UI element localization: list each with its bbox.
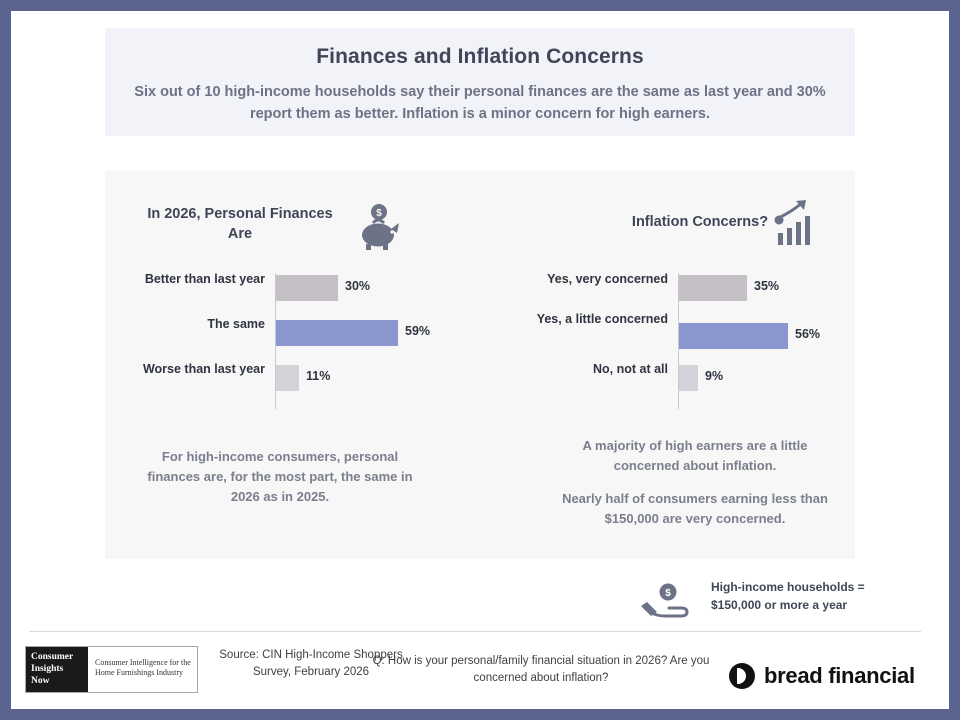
legend-high-income-definition — [665, 578, 901, 614]
bar-rect — [276, 275, 338, 301]
bar-row — [480, 271, 855, 315]
svg-text:$: $ — [665, 588, 671, 599]
header-subtitle: Six out of 10 high-income households say their personal finances are the same as last year and 30% report them as better. Inflation is a minor concern for high earners. — [134, 84, 826, 123]
bar-category-label: Better than last year — [144, 272, 265, 286]
left-chart-column — [105, 171, 480, 559]
bar-value-label: 35% — [754, 279, 780, 293]
bar-row — [480, 311, 855, 355]
right-insight-note-1: A majority of high earners are a little concerned about inflation. — [582, 438, 808, 474]
svg-text:$: $ — [376, 208, 382, 219]
bar-category-label: Worse than last year — [142, 362, 265, 376]
bread-financial-mark-icon — [729, 663, 755, 689]
left-chart-title: In 2026, Personal Finances Are — [147, 206, 333, 242]
hand-holding-money-icon — [637, 582, 699, 627]
cin-logo — [25, 646, 198, 693]
right-insight-note-2: Nearly half of consumers earning less than $150,000 are very concerned. — [562, 491, 828, 527]
left-insight-note: For high-income consumers, personal finances are, for the most part, the same in 2026 as in 2025. — [147, 449, 413, 505]
bread-financial-logo — [729, 663, 915, 689]
bread-financial-wordmark: bread financial — [764, 663, 915, 688]
header-band — [105, 28, 855, 136]
bar-rect — [276, 320, 398, 346]
bar-row — [105, 271, 480, 315]
left-chart-header — [105, 203, 480, 265]
bar-value-label: 30% — [345, 279, 371, 293]
right-chart-column — [480, 171, 855, 559]
survey-question: Q: How is your personal/family financial situation in 2026? Are you concerned about inflation? — [372, 655, 710, 685]
bar-rect — [276, 365, 299, 391]
legend-line-1: High-income households = — [711, 580, 865, 594]
legend-line-2: $150,000 or more a year — [711, 598, 848, 612]
slide-inner — [11, 11, 949, 709]
bar-value-label: 9% — [705, 369, 724, 383]
bar-row — [105, 316, 480, 360]
bar-category-label: No, not at all — [593, 362, 668, 376]
bar-value-label: 11% — [306, 369, 331, 383]
bar-rect — [679, 275, 747, 301]
source-note: Source: CIN High-Income Shoppers Survey, February 2026 — [219, 649, 403, 679]
bar-row — [480, 361, 855, 405]
bar-category-label: The same — [207, 317, 265, 331]
right-chart-header — [480, 203, 855, 265]
footer-divider — [29, 631, 921, 632]
bar-category-label: Yes, a little concerned — [536, 312, 668, 326]
cin-logo-tagline: Consumer Intelligence for the Home Furnishings Industry — [95, 658, 191, 678]
content-panel — [105, 171, 855, 559]
bar-value-label: 59% — [405, 324, 431, 338]
bar-value-label: 56% — [795, 327, 821, 341]
cin-logo-mark: Consumer Insights Now — [26, 647, 88, 692]
inflation-growth-chart-icon — [768, 197, 822, 256]
page-title: Finances and Inflation Concerns — [316, 45, 644, 68]
piggy-bank-icon — [353, 203, 405, 256]
bar-row — [105, 361, 480, 405]
bar-rect — [679, 323, 788, 349]
bar-category-label: Yes, very concerned — [547, 272, 668, 286]
bar-rect — [679, 365, 698, 391]
right-chart-title: Inflation Concerns? — [631, 214, 769, 230]
